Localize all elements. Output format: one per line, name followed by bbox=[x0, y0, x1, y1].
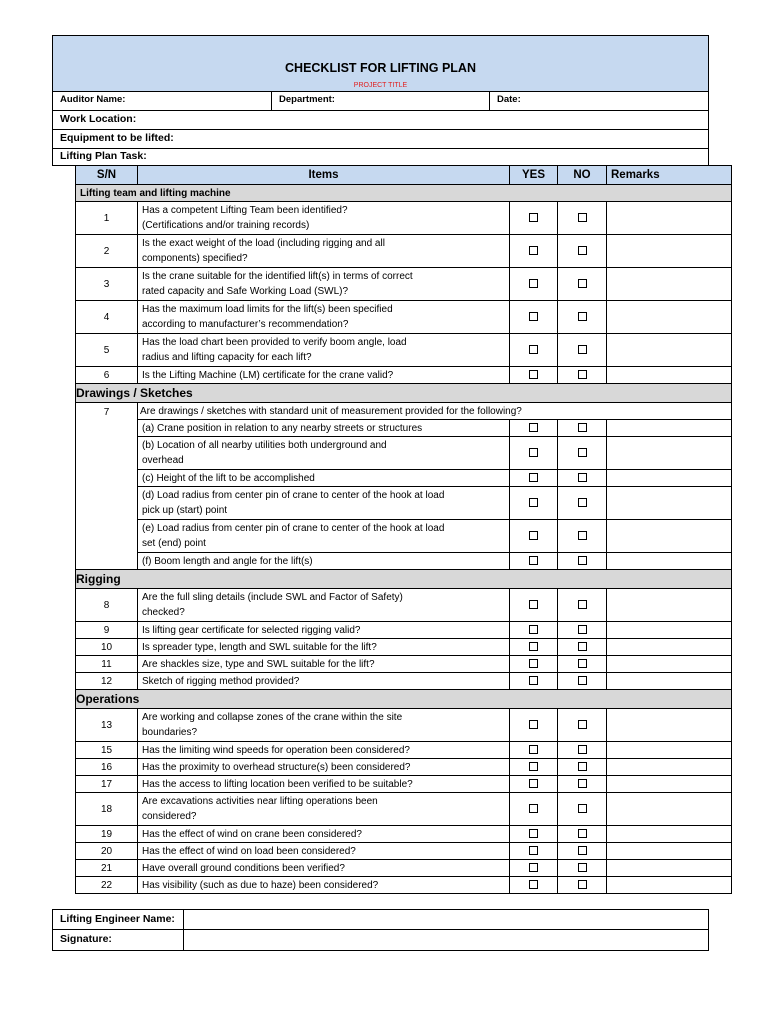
row-sn: 16 bbox=[76, 759, 138, 776]
no-checkbox[interactable] bbox=[578, 804, 587, 813]
no-checkbox-cell bbox=[558, 759, 607, 776]
row-item-line: Are excavations activities near lifting operations been bbox=[142, 796, 378, 807]
remarks-cell[interactable] bbox=[607, 553, 732, 570]
row-item-text bbox=[138, 420, 510, 437]
row-item-line: (c) Height of the lift to be accomplished bbox=[142, 472, 315, 484]
no-checkbox-cell bbox=[558, 589, 607, 622]
row-item-line: (d) Load radius from center pin of crane to center of the hook at load bbox=[142, 490, 445, 501]
row-item-line: (a) Crane position in relation to any nearby streets or structures bbox=[142, 422, 423, 434]
column-header-row bbox=[76, 166, 732, 185]
row-item-text bbox=[138, 622, 510, 639]
no-checkbox-cell bbox=[558, 334, 607, 367]
yes-checkbox-cell bbox=[510, 622, 558, 639]
row-item-text bbox=[138, 470, 510, 487]
row-item-line: set (end) point bbox=[142, 538, 206, 549]
table-row bbox=[76, 877, 732, 894]
section-header-row bbox=[76, 690, 732, 709]
row-item-line: Are shackles size, type and SWL suitable for the lift? bbox=[142, 658, 375, 670]
signature-label: Signature: bbox=[60, 933, 112, 945]
no-checkbox-cell bbox=[558, 793, 607, 826]
row-item-line: Has the access to lifting location been verified to be suitable? bbox=[142, 778, 413, 790]
equipment-label: Equipment to be lifted: bbox=[60, 132, 174, 144]
yes-checkbox-cell bbox=[510, 793, 558, 826]
yes-checkbox[interactable] bbox=[529, 279, 538, 288]
yes-checkbox-cell bbox=[510, 334, 558, 367]
yes-checkbox[interactable] bbox=[529, 863, 538, 872]
date-label: Date: bbox=[497, 94, 521, 105]
yes-checkbox[interactable] bbox=[529, 829, 538, 838]
yes-checkbox-cell bbox=[510, 487, 558, 520]
table-row bbox=[76, 235, 732, 268]
no-checkbox-cell bbox=[558, 656, 607, 673]
table-row bbox=[76, 420, 732, 437]
yes-checkbox[interactable] bbox=[529, 498, 538, 507]
meta-row-location bbox=[52, 111, 709, 130]
no-checkbox-cell bbox=[558, 520, 607, 553]
remarks-cell[interactable] bbox=[607, 470, 732, 487]
table-row bbox=[76, 826, 732, 843]
table-row bbox=[76, 470, 732, 487]
row-item-text bbox=[138, 877, 510, 894]
no-checkbox-cell bbox=[558, 367, 607, 384]
table-row bbox=[76, 776, 732, 793]
table-row bbox=[76, 301, 732, 334]
row-item-line: Have overall ground conditions been verified? bbox=[142, 862, 345, 874]
row-item-text bbox=[138, 268, 510, 301]
no-checkbox-cell bbox=[558, 877, 607, 894]
remarks-cell[interactable] bbox=[607, 639, 732, 656]
no-checkbox[interactable] bbox=[578, 556, 587, 565]
row-item-line: rated capacity and Safe Working Load (SWL)? bbox=[142, 286, 349, 297]
yes-checkbox-cell bbox=[510, 860, 558, 877]
remarks-cell[interactable] bbox=[607, 520, 732, 553]
table-row bbox=[76, 367, 732, 384]
department-label: Department: bbox=[279, 94, 335, 105]
row-sn: 2 bbox=[76, 235, 138, 268]
row-item-text bbox=[138, 639, 510, 656]
remarks-cell[interactable] bbox=[607, 793, 732, 826]
no-checkbox[interactable] bbox=[578, 762, 587, 771]
row-sn: 13 bbox=[76, 709, 138, 742]
project-title: PROJECT TITLE bbox=[353, 82, 408, 89]
yes-checkbox[interactable] bbox=[529, 642, 538, 651]
yes-checkbox[interactable] bbox=[529, 762, 538, 771]
yes-checkbox[interactable] bbox=[529, 600, 538, 609]
yes-checkbox-cell bbox=[510, 235, 558, 268]
table-row bbox=[76, 202, 732, 235]
yes-checkbox-cell bbox=[510, 367, 558, 384]
lifting-engineer-name-label: Lifting Engineer Name: bbox=[60, 913, 175, 925]
row-sn: 1 bbox=[76, 202, 138, 235]
remarks-cell[interactable] bbox=[607, 776, 732, 793]
no-checkbox[interactable] bbox=[578, 720, 587, 729]
remarks-cell[interactable] bbox=[607, 860, 732, 877]
no-checkbox-cell bbox=[558, 622, 607, 639]
yes-checkbox[interactable] bbox=[529, 370, 538, 379]
row-item-text bbox=[138, 553, 510, 570]
row-item-line: Has the proximity to overhead structure(s) been considered? bbox=[142, 761, 411, 773]
no-checkbox[interactable] bbox=[578, 880, 587, 889]
row-sn: 18 bbox=[76, 793, 138, 826]
yes-checkbox[interactable] bbox=[529, 676, 538, 685]
row-item-text bbox=[138, 334, 510, 367]
yes-checkbox-cell bbox=[510, 470, 558, 487]
section-header-row bbox=[76, 570, 732, 589]
table-row bbox=[76, 843, 732, 860]
yes-checkbox-cell bbox=[510, 639, 558, 656]
no-checkbox[interactable] bbox=[578, 279, 587, 288]
remarks-cell[interactable] bbox=[607, 656, 732, 673]
col-items-header: Items bbox=[138, 166, 510, 185]
no-checkbox[interactable] bbox=[578, 246, 587, 255]
no-checkbox[interactable] bbox=[578, 370, 587, 379]
row-item-text bbox=[138, 793, 510, 826]
yes-checkbox-cell bbox=[510, 301, 558, 334]
no-checkbox-cell bbox=[558, 709, 607, 742]
section-header-row bbox=[76, 384, 732, 403]
yes-checkbox[interactable] bbox=[529, 312, 538, 321]
row-item-text bbox=[138, 367, 510, 384]
yes-checkbox[interactable] bbox=[529, 531, 538, 540]
row-item-line: Is lifting gear certificate for selected rigging valid? bbox=[142, 624, 361, 636]
row-sn: 3 bbox=[76, 268, 138, 301]
row-item-line: Has the effect of wind on load been considered? bbox=[142, 845, 356, 857]
yes-checkbox[interactable] bbox=[529, 423, 538, 432]
row-item-text bbox=[138, 656, 510, 673]
no-checkbox-cell bbox=[558, 826, 607, 843]
no-checkbox[interactable] bbox=[578, 745, 587, 754]
no-checkbox-cell bbox=[558, 639, 607, 656]
section-title: Rigging bbox=[76, 570, 732, 589]
row-item-line: radius and lifting capacity for each lift? bbox=[142, 352, 312, 363]
remarks-cell[interactable] bbox=[607, 268, 732, 301]
yes-checkbox-cell bbox=[510, 776, 558, 793]
section-title: Drawings / Sketches bbox=[76, 384, 732, 403]
remarks-cell[interactable] bbox=[607, 843, 732, 860]
col-remarks-header: Remarks bbox=[607, 166, 732, 185]
yes-checkbox-cell bbox=[510, 877, 558, 894]
yes-checkbox[interactable] bbox=[529, 720, 538, 729]
table-row bbox=[76, 487, 732, 520]
yes-checkbox[interactable] bbox=[529, 659, 538, 668]
col-sn-header: S/N bbox=[76, 166, 138, 185]
yes-checkbox-cell bbox=[510, 656, 558, 673]
row-item-text bbox=[138, 826, 510, 843]
row-sn: 17 bbox=[76, 776, 138, 793]
no-checkbox[interactable] bbox=[578, 829, 587, 838]
meta-row-task bbox=[52, 149, 709, 166]
yes-checkbox[interactable] bbox=[529, 246, 538, 255]
row-item-line: (f) Boom length and angle for the lift(s) bbox=[142, 555, 313, 567]
yes-checkbox[interactable] bbox=[529, 556, 538, 565]
row-sn: 20 bbox=[76, 843, 138, 860]
no-checkbox[interactable] bbox=[578, 846, 587, 855]
no-checkbox[interactable] bbox=[578, 676, 587, 685]
footer-signature-row bbox=[52, 930, 709, 951]
row-item-line: Has visibility (such as due to haze) been considered? bbox=[142, 879, 379, 891]
no-checkbox[interactable] bbox=[578, 659, 587, 668]
table-row bbox=[76, 268, 732, 301]
yes-checkbox[interactable] bbox=[529, 745, 538, 754]
row-sn: 8 bbox=[76, 589, 138, 622]
row-item-text bbox=[138, 202, 510, 235]
row-sn: 12 bbox=[76, 673, 138, 690]
remarks-cell[interactable] bbox=[607, 235, 732, 268]
yes-checkbox-cell bbox=[510, 759, 558, 776]
header-banner bbox=[52, 35, 709, 92]
row-item-line: (e) Load radius from center pin of crane to center of the hook at load bbox=[142, 523, 445, 534]
row-item-text bbox=[138, 759, 510, 776]
yes-checkbox-cell bbox=[510, 589, 558, 622]
no-checkbox-cell bbox=[558, 202, 607, 235]
table-row bbox=[76, 759, 732, 776]
remarks-cell[interactable] bbox=[607, 709, 732, 742]
no-checkbox[interactable] bbox=[578, 213, 587, 222]
footer-engineer-row bbox=[52, 909, 709, 930]
auditor-name-label: Auditor Name: bbox=[60, 94, 126, 105]
yes-checkbox[interactable] bbox=[529, 804, 538, 813]
table-row bbox=[76, 793, 732, 826]
row-item-line: (Certifications and/or training records) bbox=[142, 220, 310, 231]
yes-checkbox[interactable] bbox=[529, 846, 538, 855]
yes-checkbox-cell bbox=[510, 673, 558, 690]
row-item-line: Has the limiting wind speeds for operation been considered? bbox=[142, 744, 410, 756]
work-location-label: Work Location: bbox=[60, 113, 137, 125]
no-checkbox-cell bbox=[558, 673, 607, 690]
remarks-cell[interactable] bbox=[607, 487, 732, 520]
col-no-header: NO bbox=[558, 166, 607, 185]
lifting-plan-task-label: Lifting Plan Task: bbox=[60, 150, 147, 162]
yes-checkbox-cell bbox=[510, 420, 558, 437]
table-row bbox=[76, 742, 732, 759]
table-row bbox=[76, 520, 732, 553]
remarks-cell[interactable] bbox=[607, 826, 732, 843]
row-item-line: Is the Lifting Machine (LM) certificate for the crane valid? bbox=[142, 369, 394, 381]
section-title: Operations bbox=[76, 690, 732, 709]
remarks-cell[interactable] bbox=[607, 334, 732, 367]
table-row bbox=[76, 622, 732, 639]
no-checkbox-cell bbox=[558, 742, 607, 759]
yes-checkbox-cell bbox=[510, 742, 558, 759]
row-item-line: Are working and collapse zones of the crane within the site bbox=[142, 712, 403, 723]
table-row bbox=[76, 860, 732, 877]
page-title: CHECKLIST FOR LIFTING PLAN bbox=[285, 61, 476, 75]
table-row bbox=[76, 589, 732, 622]
row-item-line: Is the crane suitable for the identified lift(s) in terms of correct bbox=[142, 271, 413, 282]
row-item-text bbox=[138, 437, 510, 470]
checklist-table bbox=[75, 165, 732, 894]
row-item-text bbox=[138, 673, 510, 690]
row-item-text bbox=[138, 776, 510, 793]
table-row bbox=[76, 403, 732, 420]
row-item-text bbox=[138, 709, 510, 742]
row-sn: 11 bbox=[76, 656, 138, 673]
row-item-line: (b) Location of all nearby utilities both underground and bbox=[142, 440, 387, 451]
remarks-cell[interactable] bbox=[607, 673, 732, 690]
no-checkbox-cell bbox=[558, 487, 607, 520]
no-checkbox[interactable] bbox=[578, 625, 587, 634]
meta-row-equipment bbox=[52, 130, 709, 149]
remarks-cell[interactable] bbox=[607, 622, 732, 639]
remarks-cell[interactable] bbox=[607, 759, 732, 776]
row-item-line: overhead bbox=[142, 455, 184, 466]
no-checkbox[interactable] bbox=[578, 345, 587, 354]
remarks-cell[interactable] bbox=[607, 202, 732, 235]
no-checkbox-cell bbox=[558, 437, 607, 470]
yes-checkbox[interactable] bbox=[529, 779, 538, 788]
no-checkbox[interactable] bbox=[578, 473, 587, 482]
no-checkbox-cell bbox=[558, 420, 607, 437]
table-row bbox=[76, 656, 732, 673]
row-item-text bbox=[138, 487, 510, 520]
row-item-text bbox=[138, 301, 510, 334]
row-item-line: Is spreader type, length and SWL suitable for the lift? bbox=[142, 641, 377, 653]
row-item-line: checked? bbox=[142, 607, 185, 618]
section-title: Lifting team and lifting machine bbox=[76, 185, 732, 202]
row-item-text bbox=[138, 860, 510, 877]
no-checkbox[interactable] bbox=[578, 312, 587, 321]
no-checkbox-cell bbox=[558, 843, 607, 860]
row-item-text bbox=[138, 520, 510, 553]
row-item-text: Are drawings / sketches with standard unit of measurement provided for the following? bbox=[138, 403, 732, 420]
row-item-line: boundaries? bbox=[142, 727, 198, 738]
row-item-text bbox=[138, 742, 510, 759]
no-checkbox-cell bbox=[558, 860, 607, 877]
no-checkbox-cell bbox=[558, 470, 607, 487]
row-sn: 9 bbox=[76, 622, 138, 639]
row-sn: 10 bbox=[76, 639, 138, 656]
table-row bbox=[76, 334, 732, 367]
remarks-cell[interactable] bbox=[607, 437, 732, 470]
yes-checkbox-cell bbox=[510, 553, 558, 570]
yes-checkbox[interactable] bbox=[529, 448, 538, 457]
row-item-line: Has the load chart been provided to verify boom angle, load bbox=[142, 337, 407, 348]
yes-checkbox-cell bbox=[510, 202, 558, 235]
yes-checkbox-cell bbox=[510, 843, 558, 860]
no-checkbox[interactable] bbox=[578, 642, 587, 651]
yes-checkbox[interactable] bbox=[529, 880, 538, 889]
table-row bbox=[76, 709, 732, 742]
yes-checkbox-cell bbox=[510, 826, 558, 843]
row-sn: 21 bbox=[76, 860, 138, 877]
row-item-line: Has the maximum load limits for the lift(s) been specified bbox=[142, 304, 393, 315]
row-sn: 19 bbox=[76, 826, 138, 843]
yes-checkbox-cell bbox=[510, 709, 558, 742]
no-checkbox[interactable] bbox=[578, 448, 587, 457]
table-row bbox=[76, 639, 732, 656]
yes-checkbox[interactable] bbox=[529, 213, 538, 222]
section-header-row bbox=[76, 185, 732, 202]
yes-checkbox[interactable] bbox=[529, 473, 538, 482]
row-item-line: considered? bbox=[142, 811, 197, 822]
row-item-text bbox=[138, 589, 510, 622]
no-checkbox-cell bbox=[558, 268, 607, 301]
remarks-cell[interactable] bbox=[607, 367, 732, 384]
no-checkbox-cell bbox=[558, 776, 607, 793]
no-checkbox-cell bbox=[558, 235, 607, 268]
row-sn: 5 bbox=[76, 334, 138, 367]
yes-checkbox-cell bbox=[510, 268, 558, 301]
row-sn: 6 bbox=[76, 367, 138, 384]
remarks-cell[interactable] bbox=[607, 589, 732, 622]
row-item-line: Has the effect of wind on crane been considered? bbox=[142, 828, 362, 840]
remarks-cell[interactable] bbox=[607, 420, 732, 437]
no-checkbox-cell bbox=[558, 553, 607, 570]
row-item-line: components) specified? bbox=[142, 253, 248, 264]
yes-checkbox-cell bbox=[510, 520, 558, 553]
row-sn: 7 bbox=[76, 403, 138, 570]
row-item-text bbox=[138, 843, 510, 860]
remarks-cell[interactable] bbox=[607, 301, 732, 334]
row-item-line: Are the full sling details (include SWL and Factor of Safety) bbox=[142, 592, 403, 603]
yes-checkbox-cell bbox=[510, 437, 558, 470]
remarks-cell[interactable] bbox=[607, 877, 732, 894]
row-item-text bbox=[138, 235, 510, 268]
meta-row-auditor bbox=[52, 92, 709, 111]
remarks-cell[interactable] bbox=[607, 742, 732, 759]
row-item-line: according to manufacturer’s recommendation? bbox=[142, 319, 349, 330]
row-item-line: pick up (start) point bbox=[142, 505, 228, 516]
table-row bbox=[76, 553, 732, 570]
row-item-line: Is the exact weight of the load (including rigging and all bbox=[142, 238, 385, 249]
no-checkbox[interactable] bbox=[578, 531, 587, 540]
yes-checkbox[interactable] bbox=[529, 345, 538, 354]
col-yes-header: YES bbox=[510, 166, 558, 185]
table-row bbox=[76, 673, 732, 690]
row-item-line: Has a competent Lifting Team been identified? bbox=[142, 205, 348, 216]
row-sn: 4 bbox=[76, 301, 138, 334]
no-checkbox-cell bbox=[558, 301, 607, 334]
no-checkbox[interactable] bbox=[578, 498, 587, 507]
row-sn: 22 bbox=[76, 877, 138, 894]
no-checkbox[interactable] bbox=[578, 600, 587, 609]
row-item-line: Sketch of rigging method provided? bbox=[142, 675, 300, 687]
table-row bbox=[76, 437, 732, 470]
no-checkbox[interactable] bbox=[578, 863, 587, 872]
no-checkbox[interactable] bbox=[578, 779, 587, 788]
yes-checkbox[interactable] bbox=[529, 625, 538, 634]
no-checkbox[interactable] bbox=[578, 423, 587, 432]
row-sn: 15 bbox=[76, 742, 138, 759]
